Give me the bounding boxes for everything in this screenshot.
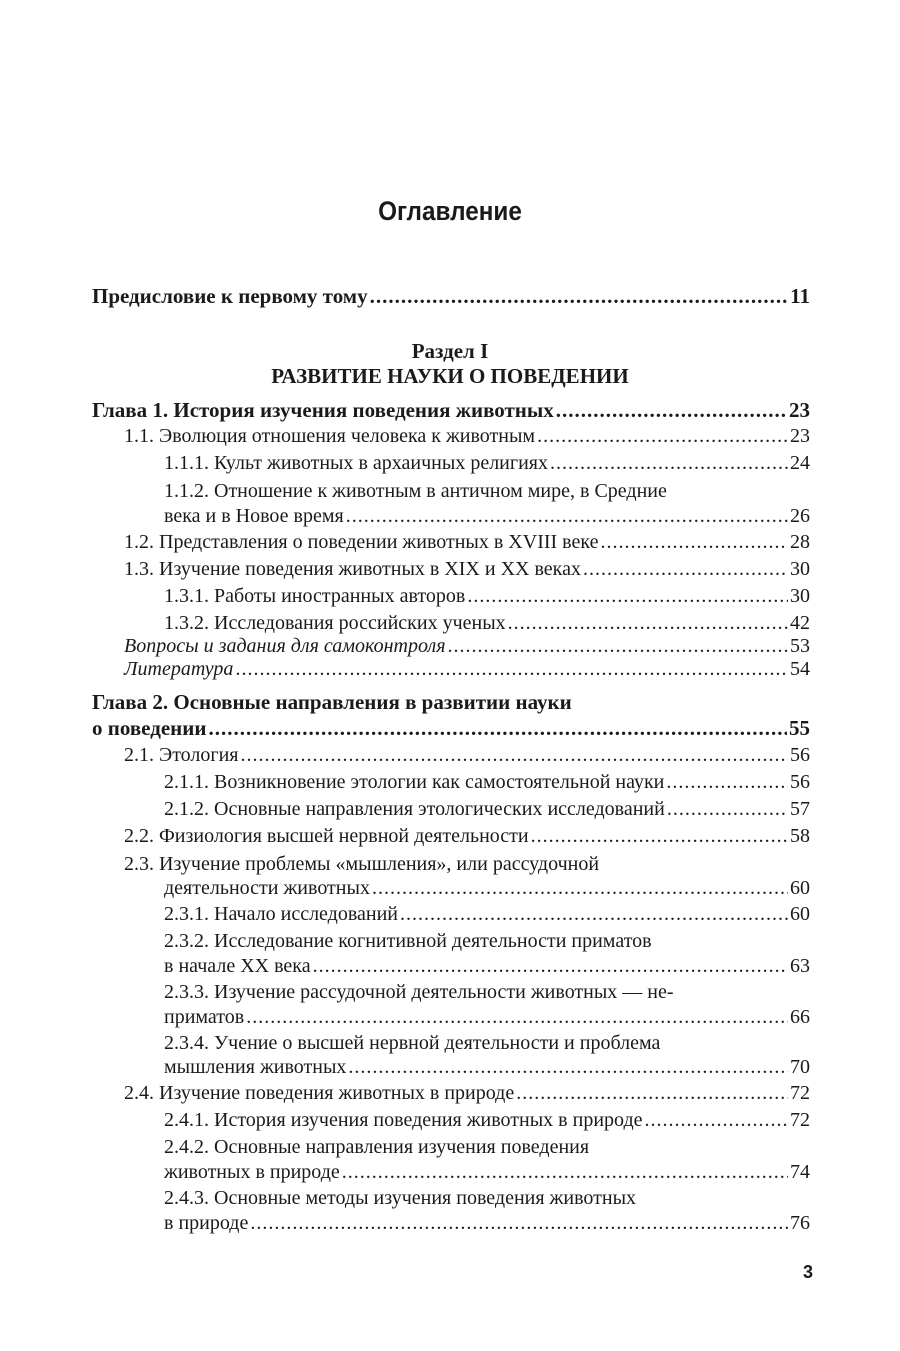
page-title: Оглавление bbox=[378, 196, 522, 226]
toc-entry-text: Предисловие к первому тому bbox=[92, 284, 368, 308]
toc-entry-page: 72 bbox=[790, 1109, 810, 1131]
toc-entry-page: 66 bbox=[790, 1006, 810, 1028]
page-number: 3 bbox=[802, 1262, 813, 1282]
toc-entry-page: 53 bbox=[790, 635, 810, 657]
toc-entry-page: 54 bbox=[790, 658, 810, 680]
dot-leader bbox=[556, 398, 787, 423]
toc-entry-page: 63 bbox=[790, 955, 810, 977]
toc-entry-page: 56 bbox=[790, 744, 810, 766]
toc-entry-text: Литература bbox=[124, 658, 234, 680]
dot-leader bbox=[313, 955, 788, 978]
toc-entry[interactable] bbox=[124, 558, 810, 581]
toc-entry-text: 1.1.1. Культ животных в архаичных религиях bbox=[164, 452, 548, 474]
toc-entry-line1 bbox=[124, 853, 810, 876]
toc-entry-page: 56 bbox=[790, 771, 810, 793]
toc-entry-text: 1.1. Эволюция отношения человека к животным bbox=[124, 425, 536, 447]
toc-entry-page: 30 bbox=[790, 558, 810, 580]
toc-entry-page: 72 bbox=[790, 1082, 810, 1104]
dot-leader bbox=[246, 1006, 788, 1029]
toc-entry-page: 42 bbox=[790, 612, 810, 634]
toc-entry[interactable] bbox=[164, 798, 810, 821]
toc-entry-line1 bbox=[164, 981, 810, 1004]
toc-entry-text: Вопросы и задания для самоконтроля bbox=[124, 635, 446, 657]
dot-leader bbox=[645, 1109, 789, 1132]
toc-entry-text: века и в Новое время bbox=[164, 505, 344, 527]
dot-leader bbox=[370, 284, 789, 309]
toc-entry[interactable] bbox=[124, 425, 810, 448]
toc-entry[interactable] bbox=[164, 1006, 810, 1029]
toc-entry-text: 1.3.1. Работы иностранных авторов bbox=[164, 585, 466, 607]
toc-entry[interactable] bbox=[164, 585, 810, 608]
toc-entry-page: 11 bbox=[790, 284, 810, 308]
toc-entry[interactable] bbox=[164, 1212, 810, 1235]
toc-entry-page: 30 bbox=[790, 585, 810, 607]
toc-entry[interactable] bbox=[124, 1082, 810, 1105]
toc-entry-text: 2.3.1. Начало исследований bbox=[164, 903, 399, 925]
dot-leader bbox=[372, 877, 788, 900]
toc-entry-text: о поведении bbox=[92, 716, 207, 740]
toc-entry-page: 74 bbox=[790, 1161, 810, 1183]
toc-entry[interactable] bbox=[164, 452, 810, 475]
toc-entry-page: 58 bbox=[790, 825, 810, 847]
toc-entry-page: 76 bbox=[790, 1212, 810, 1234]
toc-entry-text: 2.1.2. Основные направления этологических исследований bbox=[164, 798, 665, 820]
dot-leader bbox=[467, 585, 788, 608]
toc-entry[interactable] bbox=[164, 903, 810, 926]
toc-entry-text: в начале XX века bbox=[164, 955, 311, 977]
toc-entry-line1 bbox=[164, 1136, 810, 1159]
toc-entry-page: 70 bbox=[790, 1056, 810, 1078]
toc-entry-preface[interactable] bbox=[92, 284, 810, 309]
toc-entry[interactable] bbox=[164, 612, 810, 635]
dot-leader bbox=[550, 452, 788, 475]
toc-entry[interactable] bbox=[164, 877, 810, 900]
toc-entry-text: 1.3. Изучение поведения животных в XIX и XX веках bbox=[124, 558, 581, 580]
dot-leader bbox=[241, 744, 788, 767]
toc-entry-text: 2.3.3. Изучение рассудочной деятельности животных — не- bbox=[164, 981, 674, 1003]
dot-leader bbox=[537, 425, 788, 448]
toc-entry[interactable] bbox=[164, 955, 810, 978]
toc-entry[interactable] bbox=[124, 744, 810, 767]
toc-entry[interactable] bbox=[164, 771, 810, 794]
toc-entry-text: 2.4.2. Основные направления изучения поведения bbox=[164, 1136, 590, 1158]
toc-chapter-2[interactable] bbox=[92, 716, 810, 741]
section-title: РАЗВИТИЕ НАУКИ О ПОВЕДЕНИИ bbox=[271, 364, 629, 388]
toc-entry-page: 23 bbox=[789, 398, 810, 422]
toc-entry-text: 1.1.2. Отношение к животным в античном мире, в Средние bbox=[164, 480, 667, 502]
toc-entry-page: 60 bbox=[790, 877, 810, 899]
toc-entry-text: 2.3. Изучение проблемы «мышления», или рассудочной bbox=[124, 853, 600, 875]
dot-leader bbox=[531, 825, 788, 848]
dot-leader bbox=[600, 531, 788, 554]
toc-entry-text: 2.4.3. Основные методы изучения поведения животных bbox=[164, 1187, 637, 1209]
toc-entry-text: в природе bbox=[164, 1212, 249, 1234]
dot-leader bbox=[235, 658, 788, 681]
toc-entry-page: 28 bbox=[790, 531, 810, 553]
toc-entry[interactable] bbox=[164, 1056, 810, 1079]
toc-entry-line1 bbox=[164, 1032, 810, 1055]
toc-entry-page: 55 bbox=[789, 716, 810, 740]
toc-entry-line1 bbox=[164, 1187, 810, 1210]
toc-entry-text: 2.3.4. Учение о высшей нервной деятельности и проблема bbox=[164, 1032, 661, 1054]
toc-entry-text: 2.4. Изучение поведения животных в природе bbox=[124, 1082, 515, 1104]
toc-entry-text: деятельности животных bbox=[164, 877, 370, 899]
toc-entry-questions[interactable] bbox=[124, 635, 810, 658]
dot-leader bbox=[448, 635, 788, 658]
toc-entry-text: Глава 1. История изучения поведения животных bbox=[92, 398, 554, 422]
toc-entry-text: 2.1.1. Возникновение этологии как самостоятельной науки bbox=[164, 771, 665, 793]
toc-chapter-1[interactable] bbox=[92, 398, 810, 423]
toc-entry[interactable] bbox=[124, 531, 810, 554]
toc-entry-text: 1.2. Представления о поведении животных в XVIII веке bbox=[124, 531, 599, 553]
dot-leader bbox=[342, 1161, 788, 1184]
toc-chapter-2-line1 bbox=[92, 690, 810, 715]
toc-entry-page: 26 bbox=[790, 505, 810, 527]
toc-entry-text: 2.2. Физиология высшей нервной деятельности bbox=[124, 825, 529, 847]
toc-entry-page: 23 bbox=[790, 425, 810, 447]
dot-leader bbox=[400, 903, 788, 926]
toc-entry-text: 2.4.1. История изучения поведения животных в природе bbox=[164, 1109, 643, 1131]
dot-leader bbox=[348, 1056, 788, 1079]
dot-leader bbox=[250, 1212, 788, 1235]
toc-entry-page: 57 bbox=[790, 798, 810, 820]
toc-entry[interactable] bbox=[164, 1161, 810, 1184]
toc-entry-literature[interactable] bbox=[124, 658, 810, 681]
toc-entry-text: животных в природе bbox=[164, 1161, 340, 1183]
dot-leader bbox=[208, 716, 787, 741]
toc-entry-line1 bbox=[164, 930, 810, 953]
dot-leader bbox=[667, 798, 788, 821]
toc-entry-text: 2.3.2. Исследование когнитивной деятельности приматов bbox=[164, 930, 652, 952]
dot-leader bbox=[516, 1082, 788, 1105]
toc-entry[interactable] bbox=[124, 825, 810, 848]
dot-leader bbox=[583, 558, 788, 581]
toc-entry-text: 1.3.2. Исследования российских ученых bbox=[164, 612, 506, 634]
toc-entry[interactable] bbox=[164, 1109, 810, 1132]
toc-entry-text: приматов bbox=[164, 1006, 245, 1028]
dot-leader bbox=[346, 505, 788, 528]
dot-leader bbox=[666, 771, 788, 794]
dot-leader bbox=[508, 612, 788, 635]
toc-entry[interactable] bbox=[164, 505, 810, 528]
toc-entry-page: 24 bbox=[790, 452, 810, 474]
toc-entry-page: 60 bbox=[790, 903, 810, 925]
section-label: Раздел I bbox=[411, 339, 489, 363]
toc-entry-text: мышления животных bbox=[164, 1056, 347, 1078]
toc-entry-line1 bbox=[164, 480, 810, 503]
toc-entry-text: Глава 2. Основные направления в развитии науки bbox=[92, 690, 572, 714]
toc-entry-text: 2.1. Этология bbox=[124, 744, 239, 766]
